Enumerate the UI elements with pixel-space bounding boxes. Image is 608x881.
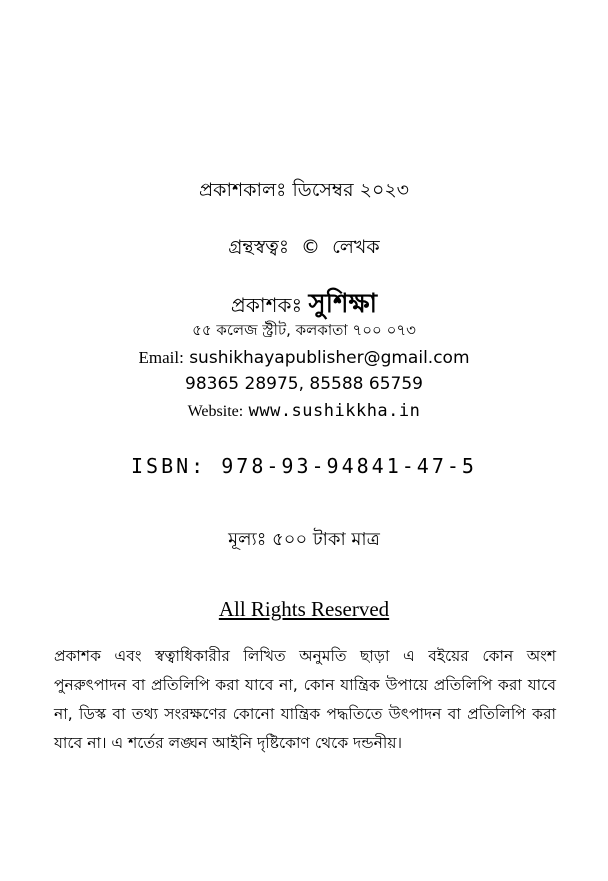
copyright-holder: লেখক [332,236,380,258]
email-label: Email: [138,348,184,367]
price: মূল্যঃ ৫০০ টাকা মাত্র [228,529,380,550]
rights-heading: All Rights Reserved [218,597,390,621]
rights-notice: প্রকাশক এবং স্বত্বাধিকারীর লিখিত অনুমতি ছাড়া এ বইয়ের কোন অংশ পুনরুৎপাদন বা প্রতিলিপি করা যাবে না, কোন যান্ত্রিক উপায়ে প্রতিলিপি করা যাবে না, ডিস্ক বা তথ্য সংরক্ষণের কোনো যান্ত্রিক পদ্ধতিতে উৎপাদন বা প্রতিলিপি করা যাবে না। এ শর্তের লঙ্ঘন আইনি দৃষ্টিকোণ থেকে দন্ডনীয়। [54,647,556,752]
copyright-symbol: © [301,236,321,258]
website-url: www.sushikkha.in [248,401,421,421]
email-address: sushikhayapublisher@gmail.com [189,348,470,368]
website-line [0,401,608,421]
publisher-label: প্রকাশকঃ [230,293,303,317]
email-line [0,348,608,368]
isbn: ISBN: 978-93-94841-47-5 [131,454,477,478]
phone-numbers: 98365 28975, 85588 65759 [185,374,423,394]
publisher-name: সুশিক্ষা [308,289,378,319]
publication-date: প্রকাশকালঃ ডিসেম্বর ২০২৩ [198,179,410,201]
publisher-address: ৫৫ কলেজ স্ট্রীট, কলকাতা ৭০০ ০৭৩ [192,321,416,339]
copyright-line [0,233,608,265]
website-label: Website: [187,403,244,420]
copyright-label: গ্রন্থস্বত্বঃ [228,236,289,258]
